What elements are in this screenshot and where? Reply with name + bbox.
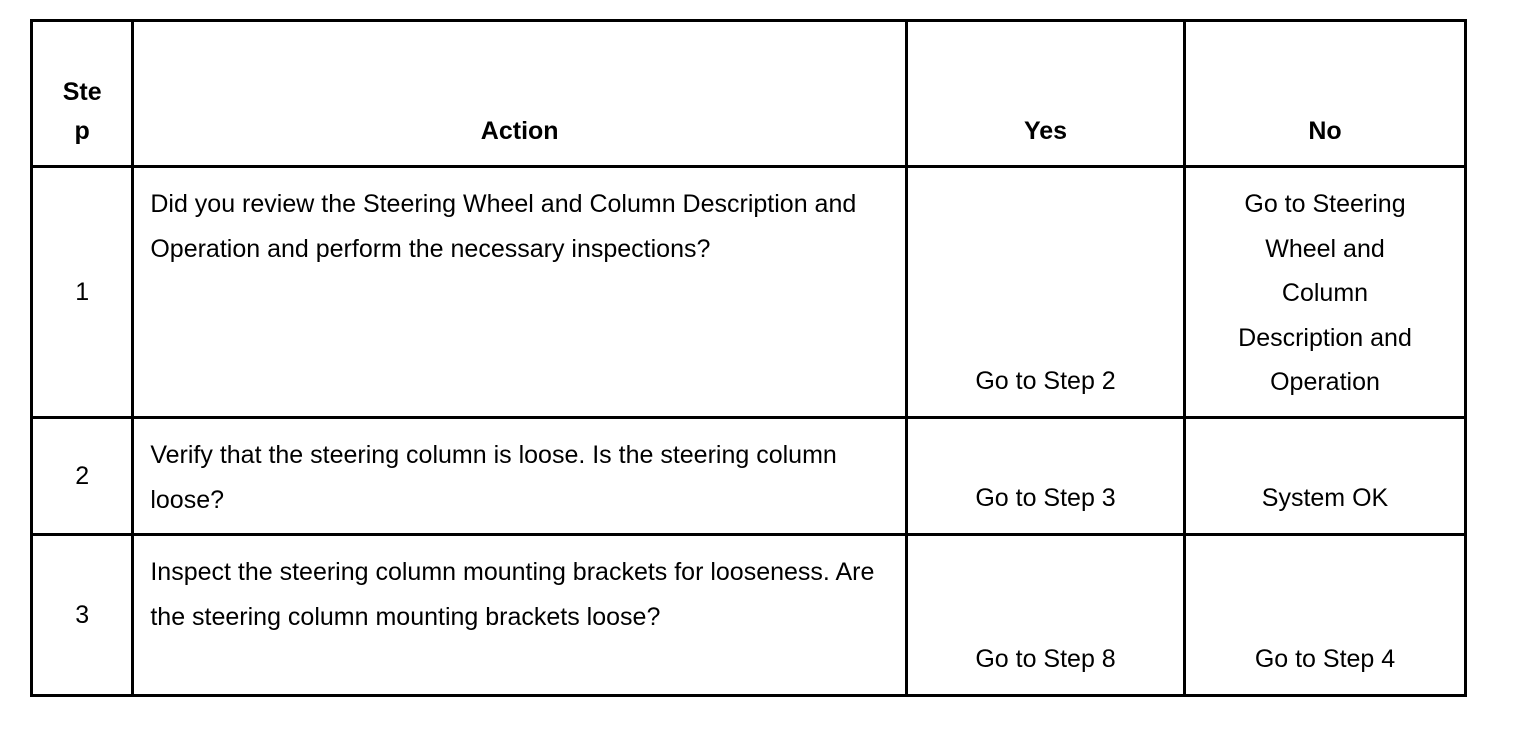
table-row (32, 167, 1466, 418)
header-step (32, 21, 133, 167)
table-header-row (32, 21, 1466, 167)
no-result: System OK (1185, 418, 1466, 535)
header-action: Action (133, 21, 907, 167)
action-text: Did you review the Steering Wheel and Column Description and Operation and perform the necessary inspections? (133, 167, 907, 418)
yes-result: Go to Step 8 (907, 535, 1185, 696)
action-text: Inspect the steering column mounting brackets for looseness. Are the steering column mounting brackets loose? (133, 535, 907, 696)
no-result: Go to Steering Wheel and Column Description and Operation (1238, 190, 1412, 396)
yes-result: Go to Step 3 (907, 418, 1185, 535)
yes-result: Go to Step 2 (907, 167, 1185, 418)
step-number: 2 (32, 418, 133, 535)
step-number: 1 (32, 167, 133, 418)
no-result: Go to Step 4 (1185, 535, 1466, 696)
header-step-label: Step (62, 77, 102, 145)
header-yes: Yes (907, 21, 1185, 167)
table-row (32, 535, 1466, 696)
header-no: No (1185, 21, 1466, 167)
no-result-cell (1185, 167, 1466, 418)
diagnostic-table (30, 19, 1467, 697)
action-text: Verify that the steering column is loose. Is the steering column loose? (133, 418, 907, 535)
step-number: 3 (32, 535, 133, 696)
table-row (32, 418, 1466, 535)
